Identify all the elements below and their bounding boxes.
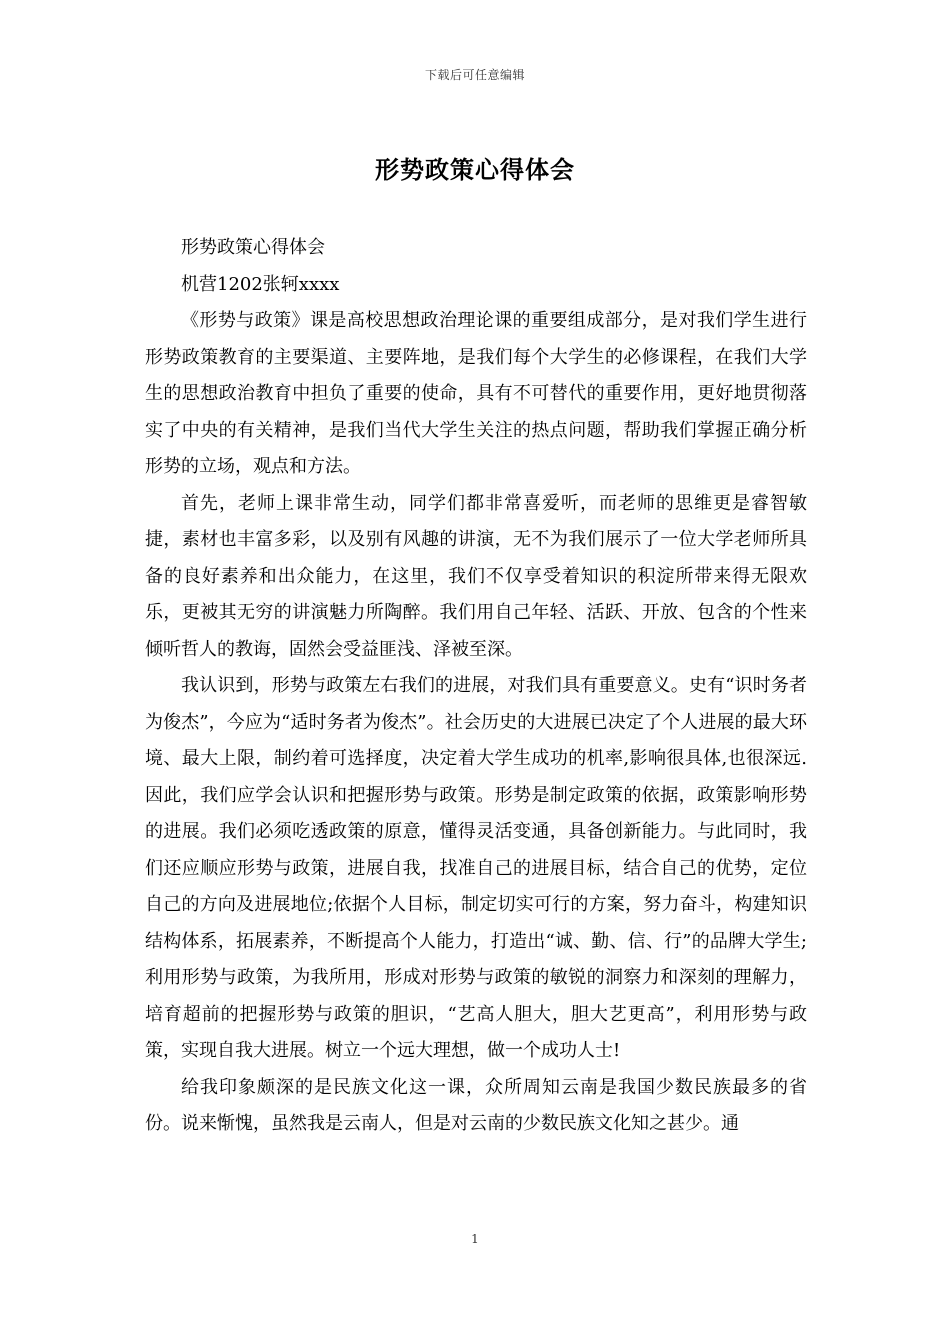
paragraph-understanding: 我认识到，形势与政策左右我们的进展，对我们具有重要意义。史有“识时务者为俊杰”，今应为“适时务者为俊杰”。社会历史的大进展已决定了个人进展的最大环境、最大上限，制约着可选择度，决定着大学生成功的机率,影响很具体,也很深远.因此，我们应学会认识和把握形势与政策。形势是制定政策的依据，政策影响形势的进展。我们必须吃透政策的原意，懂得灵活变通，具备创新能力。与此同时，我们还应顺应形势与政策，进展自我，找准自己的进展目标，结合自己的优势，定位自己的方向及进展地位;依据个人目标，制定切实可行的方案，努力奋斗，构建知识结构体系，拓展素养，不断提高个人能力，打造出“诚、勤、信、行”的品牌大学生;利用形势与政策，为我所用，形成对形势与政策的敏锐的洞察力和深刻的理解力，培育超前的把握形势与政策的胆识，“艺高人胆大，胆大艺更高”，利用形势与政策，实现自我大进展。树立一个远大理想，做一个成功人士! — [145, 675, 807, 1061]
paragraph-teacher: 首先，老师上课非常生动，同学们都非常喜爱听，而老师的思维更是睿智敏捷，素材也丰富多彩，以及别有风趣的讲演，无不为我们展示了一位大学老师所具备的良好素养和出众能力，在这里，我们不仅享受着知识的积淀所带来得无限欢乐，更被其无穷的讲演魅力所陶醉。我们用自己年轻、活跃、开放、包含的个性来倾听哲人的教诲，固然会受益匪浅、泽被至深。 — [145, 492, 807, 660]
paragraph-author: 机营1202张轲xxxx — [181, 273, 340, 295]
document-title: 形势政策心得体会 — [375, 155, 575, 184]
paragraph-culture: 给我印象颇深的是民族文化这一课，众所周知云南是我国少数民族最多的省份。说来惭愧，虽然我是云南人，但是对云南的少数民族文化知之甚少。通 — [145, 1076, 807, 1134]
paragraph-intro: 《形势与政策》课是高校思想政治理论课的重要组成部分，是对我们学生进行形势政策教育的主要渠道、主要阵地，是我们每个大学生的必修课程，在我们大学生的思想政治教育中担负了重要的使命，具有不可替代的重要作用，更好地贯彻落实了中央的有关精神，是我们当代大学生关注的热点问题，帮助我们掌握正确分析形势的立场，观点和方法。 — [145, 310, 807, 477]
header-note: 下载后可任意编辑 — [424, 68, 525, 82]
paragraph-subtitle: 形势政策心得体会 — [181, 237, 325, 258]
page-number: 1 — [471, 1232, 479, 1246]
document-body — [145, 230, 807, 1143]
